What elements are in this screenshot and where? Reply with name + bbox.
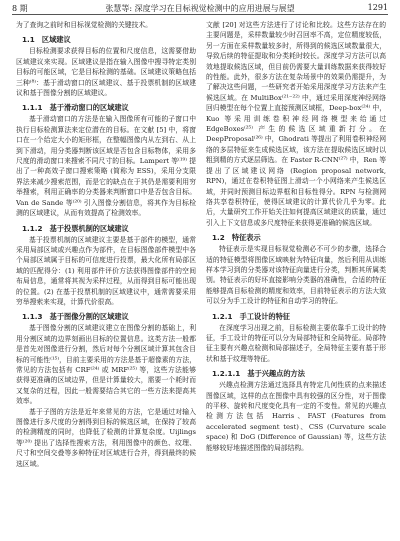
section-heading: 1.1 区域建议 [22,35,71,45]
paragraph: 文献 [20] 对这些方法进行了讨论和比较。这些方法存在的主要问题是，采样数量较少时召回率不高，定位精度较低，另一方面在采样数量较多时，所得到的候选区域数量很大，导致后续的特征提取和分类耗时较长。深度学习方法可以高效地提取候选区域，但目前仍需要大量训练数据来获得较好的性能。此外，很多方法在复杂场景中的效果仍需提升，为了解决这些问题，一些研究者开始采用深度学习方法来产生候选区域。在 MultiBox⁽²¹⁻²²⁾ 中，通过采用深度神经网络回归模型在每个位置上直接预测区域框，Deep-box⁽²⁴⁾ 中，Kuo 等采用训练卷积神经网络模型来给通过 EdgeBoxes⁽²⁵⁾ 产生的候选区域重新打分。在 DeepProposal⁽²⁶⁾ 中，Ghodrati 等提出了利用卷积神经网络的多层特征来生成候选区域，该方法在提取候选区域时以粗到精的方式逐层筛选。在 Faster R-CNN⁽²⁷⁾ 中，Ren 等提出了区域建议网络 (Region proposal network, RPN)，通过在卷积特征图上滑动一个小网络来产生候选区域，并同时预测目标边界框和目标性得分。RPN 与检测网络共享卷积特征，使得区域建议的计算代价几乎为零。此后，大量研究工作开始关注如何提高区域建议的质量，通过引入上下文信息或多尺度特征来获得更准确的候选区域。 [206,21,386,227]
paragraph: 基于子图的方法是近年来常见的方法，它是通过对输入图像进行多尺度的分割得到目标的候选区域，在保持了较高的检测精度的同时，也降低了检测的计算复杂度。Uijlings 等⁽²⁰⁾ 提出了选择性搜索方法，利用图像中的颜色、纹理、尺寸和空间交叠等多种特征对区域进行合并，得到最终的候选区域。 [16,407,196,468]
intro-line: 为了查询之前时和目标视觉检测的关键技术。 [16,21,152,29]
page-issue: 8 期 [12,4,28,13]
paragraph: 在深度学习出现之前，目标检测主要依靠手工设计的特征，手工设计的特征可以分为局部特征和全局特征。局部特征主要有兴趣点检测和局部描述子，全局特征主要有基于形状和基于纹理等特征。 [206,323,386,363]
paragraph: 基于滑动窗口的方法是在输入图像所有可能的子窗口中执行目标检测算法来定位潜在的目标。在文献 [5] 中，将窗口在一个给定大小的矩形框，在整幅图像内从左到右、从上到下滑动，用分类器判断该区域是否包含目标物体，采用多尺度的滑动窗口来搜索不同尺寸的目标。Lampert 等⁽¹⁹⁾ 提出了一种高效子窗口搜索策略 (简称为 ESS)，采用分支限界法来减少搜索范围，而是它的缺点在于其仍是需要利用穷举搜索，利用正确率的分类器来判断窗口中是否包含目标。Van de Sande 等⁽²⁰⁾ 引入图像分割信息，将其作为目标检测的区域建议，从而有效提高了检测效率。 [16,115,196,218]
paragraph: 兴趣点检测方法通过选择具有特定几何性质的点来描述图像区域，这样的点在图像中具有较强的区分性，对于图像的平移、旋转和尺度变化具有一定的不变性。常见的兴趣点检测方法包括 Harris、FAST (Features from accelerated segment test)、CSS (Curvature scale space) 和 DoG (Difference of Gaussian) 等，这些方法能够较好地描述图像的局部结构。 [206,381,386,452]
section-heading: 1.2.1.1 基于兴趣点的方法 [212,369,305,379]
page-number: 1291 [367,3,388,12]
section-heading: 1.1.1 基于滑动窗口的区域建议 [22,103,129,113]
section-heading: 1.1.2 基于投票机制的区域建议 [22,223,129,233]
section-heading: 1.2.1 手工设计的特征 [212,311,290,321]
left-column [16,20,196,530]
paragraph: 目标检测要求获得目标的位置和尺度信息，这需要借助区域建议来实现。区域建议是指在输入图像中搜寻特定类别目标的可能区域，它是目标检测的基础。区域建议策略包括三种⁽⁸⁾：基于滑动窗口的区域建议、基于投票机制的区域建议和基于图像分割的区域建议。 [16,47,196,98]
paragraph: 特征表示是实现目标视觉检测必不可少的步骤，选择合适的特征模型将图像区域映射为特征向量，然后利用从训练样本学习到的分类器对该特征向量进行分类，判断其所属类别。特征表示的好坏直接影响分类器的准确性，合适的特征能够提高目标检测的精度和效率，目前特征表示的方法大致可以分为手工设计的特征和自动学习的特征。 [206,245,386,306]
section-heading: 1.2 特征表示 [212,233,261,243]
running-title: 张慧等: 深度学习在目标视觉检测中的应用进展与展望 [105,4,295,13]
paragraph: 基于图像分割的区域建议建立在图像分割的基础上，利用分割区域的边界刻画出目标的位置信息。这类方法一般都是首先对图像进行分割，然后对每个分割区域计算其包含目标的可能性⁽¹⁵⁾，目前主要采用的方法是基于超像素的方法，常见的方法包括有 CRF⁽²⁴⁾ 或 MRF⁽²⁵⁾ 等，这些方法能够获得更准确的区域边界，但是计算量较大，需要一个耗时而又复杂的过程，因此一般需要结合其它的一些方法来提高其效率。 [16,324,196,406]
right-column [206,20,386,530]
header-rule [12,14,388,15]
page-header [0,0,400,22]
section-heading: 1.1.3 基于图像分割的区域建议 [22,312,129,322]
paragraph: 基于投票机制的区域建议主要是基于部件的模型，通常采用局部区域或兴趣点作为部件，在目标图像部件模型中各个局部区域属于目标的可信度进行投票，最大化所有局部区域的匹配得分：(1) 利用部件评价方法获得图像部件的空间布局信息，通常将其视为采样过程，从而得到目标可能出现的位置。(2) 在基于投票机制的区域建议中，通常需要采用穷举搜索来实现，计算代价很高。 [16,235,196,306]
